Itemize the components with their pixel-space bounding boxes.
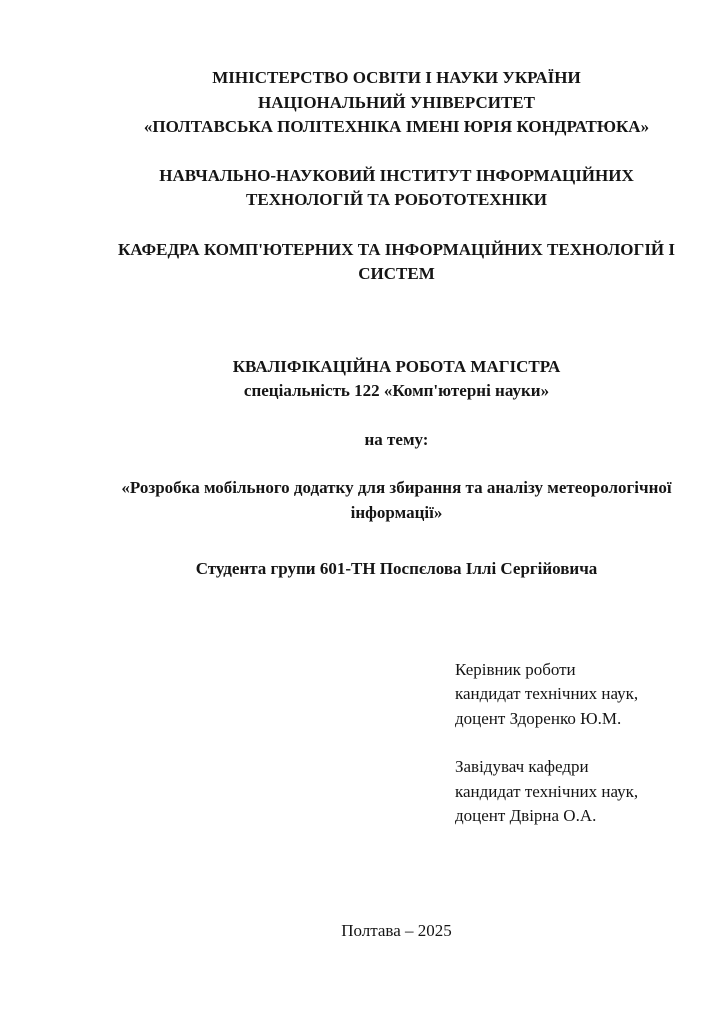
signatures-block [455,658,690,829]
ministry-line: МІНІСТЕРСТВО ОСВІТИ І НАУКИ УКРАЇНИ [212,68,581,87]
ministry-block [103,66,690,140]
university-name-line: «ПОЛТАВСЬКА ПОЛІТЕХНІКА ІМЕНІ ЮРІЯ КОНДРАТЮКА» [143,117,650,136]
department-line: КАФЕДРА КОМП'ЮТЕРНИХ ТА ІНФОРМАЦІЙНИХ ТЕХНОЛОГІЙ І [117,239,676,259]
supervisor-block [455,658,690,732]
city-year-line: Полтава – 2025 [341,920,452,940]
topic-block [103,476,690,525]
topic-line: «Розробка мобільного додатку для збирання та аналізу метеорологічної [121,478,672,497]
department-block [103,238,690,287]
title-page-content [103,66,690,943]
department-head-name: доцент Двірна О.А. [455,806,597,825]
student-line: Студента групи 601-ТН Поспєлова Іллі Сергійовича [195,559,598,578]
supervisor-role: Керівник роботи [455,659,576,679]
work-type-block [103,355,690,404]
supervisor-name: доцент Здоренко Ю.М. [455,708,622,728]
department-line: СИСТЕМ [358,264,435,283]
department-head-block [455,755,690,829]
institute-line: НАВЧАЛЬНО-НАУКОВИЙ ІНСТИТУТ ІНФОРМАЦІЙНИХ [159,165,634,185]
institute-block [103,164,690,213]
department-head-role: Завідувач кафедри [455,757,589,776]
topic-label: на тему: [364,429,429,449]
specialty-line: спеціальність 122 «Комп'ютерні науки» [243,381,550,400]
work-type-title: КВАЛІФІКАЦІЙНА РОБОТА МАГІСТРА [232,356,561,376]
department-head-degree: кандидат технічних наук, [455,781,639,801]
topic-line: інформації» [350,502,443,522]
supervisor-degree: кандидат технічних наук, [455,684,639,703]
university-name-line: НАЦІОНАЛЬНИЙ УНІВЕРСИТЕТ [258,92,535,112]
institute-line: ТЕХНОЛОГІЙ ТА РОБОТОТЕХНІКИ [246,190,547,209]
